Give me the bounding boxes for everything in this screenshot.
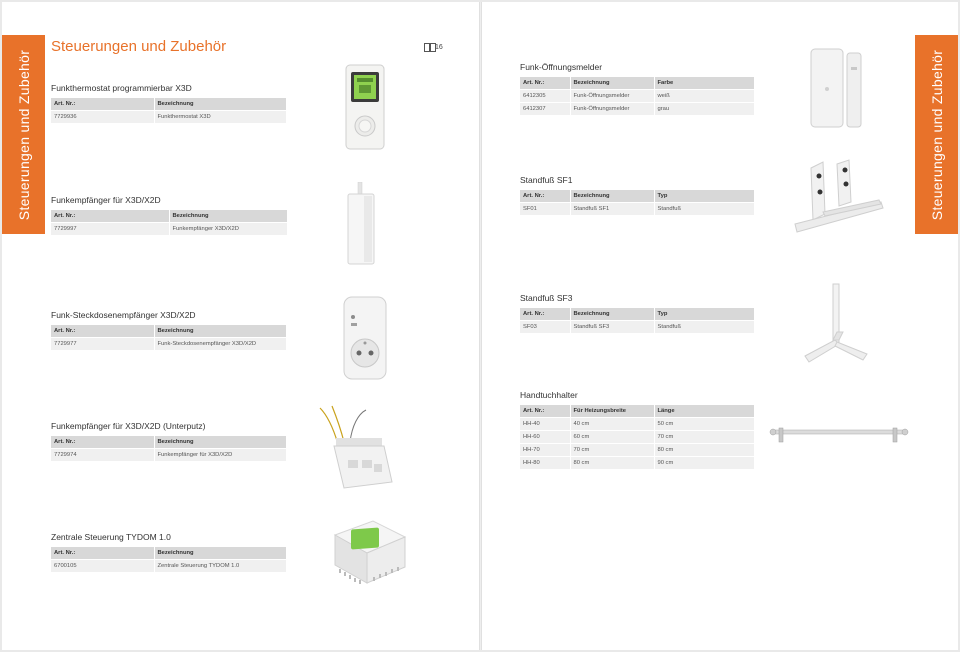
table-cell: Funk-Steckdosenempfänger X3D/X2D [154,337,286,350]
flush-receiver-image [318,404,402,494]
product-funkempf-nger-f-r-x3d-x2d [51,195,288,235]
table-cell: Standfuß SF3 [570,320,654,333]
stand-sf1-image [793,158,885,236]
towel-rail-image [769,422,909,446]
product-title: Standfuß SF1 [520,175,573,185]
side-tab-left [2,35,45,234]
table-row [51,222,287,235]
receiver-image [346,182,376,266]
stand-sf3-image [803,282,869,366]
table-header-row [51,98,286,110]
column-header: Art. Nr.: [520,308,570,320]
table-cell: 6412307 [520,102,570,115]
table-row [520,430,754,443]
table-header-row [51,547,286,559]
table-cell: 7729977 [51,337,154,350]
side-tab-label: Steuerungen und Zubehör [928,49,945,220]
column-header: Bezeichnung [169,210,287,222]
table-cell: SF01 [520,202,570,215]
table-cell: Funkempfänger X3D/X2D [169,222,287,235]
column-header: Länge [654,405,754,417]
table-header-row [520,405,754,417]
table-row [520,202,754,215]
product-table [51,436,287,461]
column-header: Art. Nr.: [51,436,154,448]
table-cell: 7729997 [51,222,169,235]
thermostat-image [345,64,385,150]
table-cell: Funkempfänger für X3D/X2D [154,448,286,461]
column-header: Typ [654,190,754,202]
product-title: Funk-Öffnungsmelder [520,62,603,72]
table-row [520,417,754,430]
product-table [520,405,755,469]
table-header-row [520,77,754,89]
table-cell: 70 cm [570,443,654,456]
book-icon [424,43,434,51]
column-header: Für Heizungsbreite [570,405,654,417]
table-cell: HH-40 [520,417,570,430]
column-header: Typ [654,308,754,320]
product-standfu-sf1 [520,175,755,215]
table-cell: Funk-Öffnungsmelder [570,102,654,115]
table-cell: Funk-Öffnungsmelder [570,89,654,102]
product-funkthermostat-programmierbar-x3d [51,83,287,123]
table-cell: 60 cm [570,430,654,443]
product-table [520,308,755,333]
product-title: Handtuchhalter [520,390,578,400]
table-header-row [51,325,286,337]
table-cell: 7729936 [51,110,154,123]
table-cell: HH-80 [520,456,570,469]
column-header: Art. Nr.: [51,98,154,110]
page-reference[interactable] [424,43,443,51]
product-funk-steckdosenempf-nger-x3d-x2d [51,310,287,350]
table-cell: 6700105 [51,559,154,572]
page-reference-number: 16 [435,43,443,51]
column-header: Art. Nr.: [520,190,570,202]
table-cell: 90 cm [654,456,754,469]
table-cell: SF03 [520,320,570,333]
column-header: Art. Nr.: [51,325,154,337]
column-header: Bezeichnung [570,308,654,320]
table-cell: Standfuß SF1 [570,202,654,215]
column-header: Art. Nr.: [51,547,154,559]
tydom-image [329,517,409,591]
table-header-row [51,436,286,448]
page-title: Steuerungen und Zubehör [51,38,227,55]
product-table [51,210,288,235]
table-header-row [51,210,287,222]
right-page [482,2,958,650]
table-cell: 6412305 [520,89,570,102]
column-header: Bezeichnung [154,547,286,559]
table-cell: grau [654,102,754,115]
table-row [520,320,754,333]
table-row [51,559,286,572]
column-header: Art. Nr.: [51,210,169,222]
column-header: Bezeichnung [570,77,654,89]
table-cell: Zentrale Steuerung TYDOM 1.0 [154,559,286,572]
column-header: Bezeichnung [570,190,654,202]
table-cell: HH-70 [520,443,570,456]
product-table [520,77,755,115]
table-header-row [520,308,754,320]
window-sensor-image [809,47,865,129]
table-cell: Funkthermostat X3D [154,110,286,123]
product-table [51,547,287,572]
product-title: Funk-Steckdosenempfänger X3D/X2D [51,310,196,320]
column-header: Art. Nr.: [520,405,570,417]
side-tab-right [915,35,958,234]
product-handtuchhalter [520,390,755,469]
column-header: Art. Nr.: [520,77,570,89]
table-cell: weiß [654,89,754,102]
table-cell: Standfuß [654,202,754,215]
left-page [2,2,479,650]
table-row [51,448,286,461]
table-row [520,89,754,102]
product-funkempf-nger-f-r-x3d-x2d-unterputz [51,421,287,461]
product-title: Standfuß SF3 [520,293,573,303]
table-row [51,110,286,123]
column-header: Farbe [654,77,754,89]
table-row [520,456,754,469]
product-standfu-sf3 [520,293,755,333]
product-title: Funkempfänger für X3D/X2D [51,195,161,205]
table-cell: Standfuß [654,320,754,333]
side-tab-label: Steuerungen und Zubehör [15,49,32,220]
table-cell: 7729974 [51,448,154,461]
table-header-row [520,190,754,202]
table-row [51,337,286,350]
column-header: Bezeichnung [154,98,286,110]
table-cell: 50 cm [654,417,754,430]
column-header: Bezeichnung [154,436,286,448]
table-cell: HH-60 [520,430,570,443]
product-zentrale-steuerung-tydom-1-0 [51,532,287,572]
product-table [520,190,755,215]
product-funk-ffnungsmelder [520,62,755,115]
table-cell: 40 cm [570,417,654,430]
product-title: Zentrale Steuerung TYDOM 1.0 [51,532,171,542]
product-table [51,98,287,123]
column-header: Bezeichnung [154,325,286,337]
table-row [520,102,754,115]
product-table [51,325,287,350]
table-cell: 80 cm [654,443,754,456]
table-cell: 80 cm [570,456,654,469]
product-title: Funkthermostat programmierbar X3D [51,83,192,93]
table-row [520,443,754,456]
table-cell: 70 cm [654,430,754,443]
product-title: Funkempfänger für X3D/X2D (Unterputz) [51,421,206,431]
socket-receiver-image [341,295,389,381]
